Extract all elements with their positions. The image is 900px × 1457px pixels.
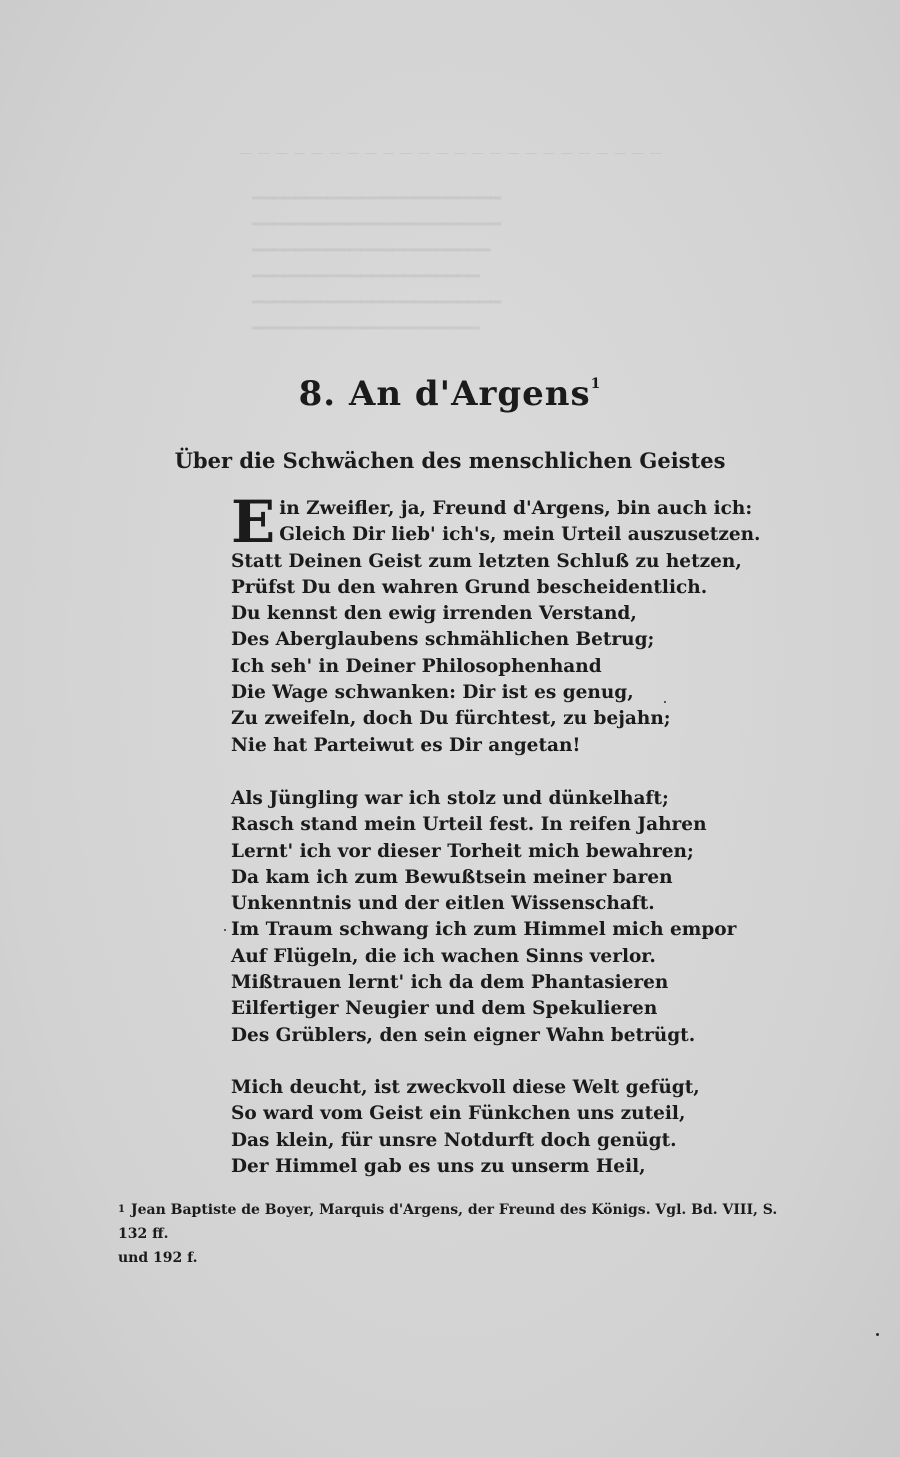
verse-line: Gleich Dir lieb' ich's, mein Urteil auszusetzen. bbox=[279, 524, 761, 546]
verse-line: Ein Zweifler, ja, Freund d'Argens, bin auch ich: bbox=[231, 488, 753, 556]
verse-line: Ich seh' in Deiner Philosophenhand bbox=[231, 655, 602, 677]
poem-number: 8. bbox=[298, 374, 337, 414]
verse-line: Nie hat Parteiwut es Dir angetan! bbox=[231, 734, 581, 756]
verse-line: Statt Deinen Geist zum letzten Schluß zu hetzen, bbox=[231, 550, 742, 572]
verse-line: So ward vom Geist ein Fünkchen uns zuteil, bbox=[231, 1103, 686, 1125]
verse-line: Mißtrauen lernt' ich da dem Phantasieren bbox=[231, 972, 669, 994]
poem-subtitle: Über die Schwächen des menschlichen Geistes bbox=[174, 448, 726, 473]
bleed-through-text: ━━━━━━━━━━━━━━━━━━━━━━━ ━━━━━━━━━━━━━━━━━━━━━━━ ━━━━━━━━━━━━━━━━━━━━━━ ━━━━━━━━━━━━━━━━━━━━━ ━━━━━━━━━━━━━━━━━━━━━━━ ━━━━━━━━━━━━━━━━━━━━━ bbox=[252, 188, 502, 339]
verse-line: Prüfst Du den wahren Grund bescheidentlich. bbox=[231, 576, 708, 598]
verse-line: Der Himmel gab es uns zu unserm Heil, bbox=[231, 1155, 646, 1177]
verse-line: Rasch stand mein Urteil fest. In reifen Jahren bbox=[231, 814, 707, 836]
footnote-mark: 1 bbox=[118, 1204, 125, 1215]
stanza-3 bbox=[231, 1075, 700, 1180]
drop-cap: E bbox=[231, 488, 276, 556]
verse-line: Unkenntnis und der eitlen Wissenschaft. bbox=[231, 893, 655, 915]
verse-line: Des Aberglaubens schmählichen Betrug; bbox=[231, 629, 655, 651]
verse-line: Im Traum schwang ich zum Himmel mich empor bbox=[231, 919, 737, 941]
bleed-through-header: — — — — — — — — — — — — — — — — — — — — — — — — bbox=[240, 146, 663, 160]
paper-speck bbox=[224, 929, 226, 931]
verse-line: Eilfertiger Neugier und dem Spekulieren bbox=[231, 998, 658, 1020]
footnote bbox=[118, 1198, 798, 1270]
verse-line: Das klein, für unsre Notdurft doch genügt. bbox=[231, 1129, 677, 1151]
paper-speck bbox=[876, 1333, 879, 1336]
verse-line: Zu zweifeln, doch Du fürchtest, zu bejahn; bbox=[231, 708, 671, 730]
verse-line: Als Jüngling war ich stolz und dünkelhaft; bbox=[231, 788, 669, 809]
paper-speck bbox=[664, 701, 666, 703]
verse-line: Des Grüblers, den sein eigner Wahn betrügt. bbox=[231, 1024, 696, 1046]
title-footnote-mark: 1 bbox=[590, 376, 602, 392]
stanza-2 bbox=[231, 786, 737, 1049]
verse-line: Du kennst den ewig irrenden Verstand, bbox=[231, 603, 637, 625]
poem-title bbox=[0, 374, 900, 414]
verse-line: Mich deucht, ist zweckvoll diese Welt gefügt, bbox=[231, 1077, 700, 1098]
verse-line: Auf Flügeln, die ich wachen Sinns verlor. bbox=[231, 945, 656, 967]
poem-name: An d'Argens bbox=[348, 374, 591, 414]
verse-line: Da kam ich zum Bewußtsein meiner baren bbox=[231, 866, 673, 888]
footnote-line: und 192 f. bbox=[118, 1250, 198, 1266]
stanza-1 bbox=[231, 488, 761, 759]
verse-line: Lernt' ich vor dieser Torheit mich bewahren; bbox=[231, 840, 694, 862]
footnote-line: $^1$ Jean Baptiste de Boyer, Marquis d'Argens, der Freund des Königs. Vgl. Bd. VIII, S. 132 ff. bbox=[118, 1202, 778, 1242]
verse-line: Die Wage schwanken: Dir ist es genug, bbox=[231, 682, 634, 704]
